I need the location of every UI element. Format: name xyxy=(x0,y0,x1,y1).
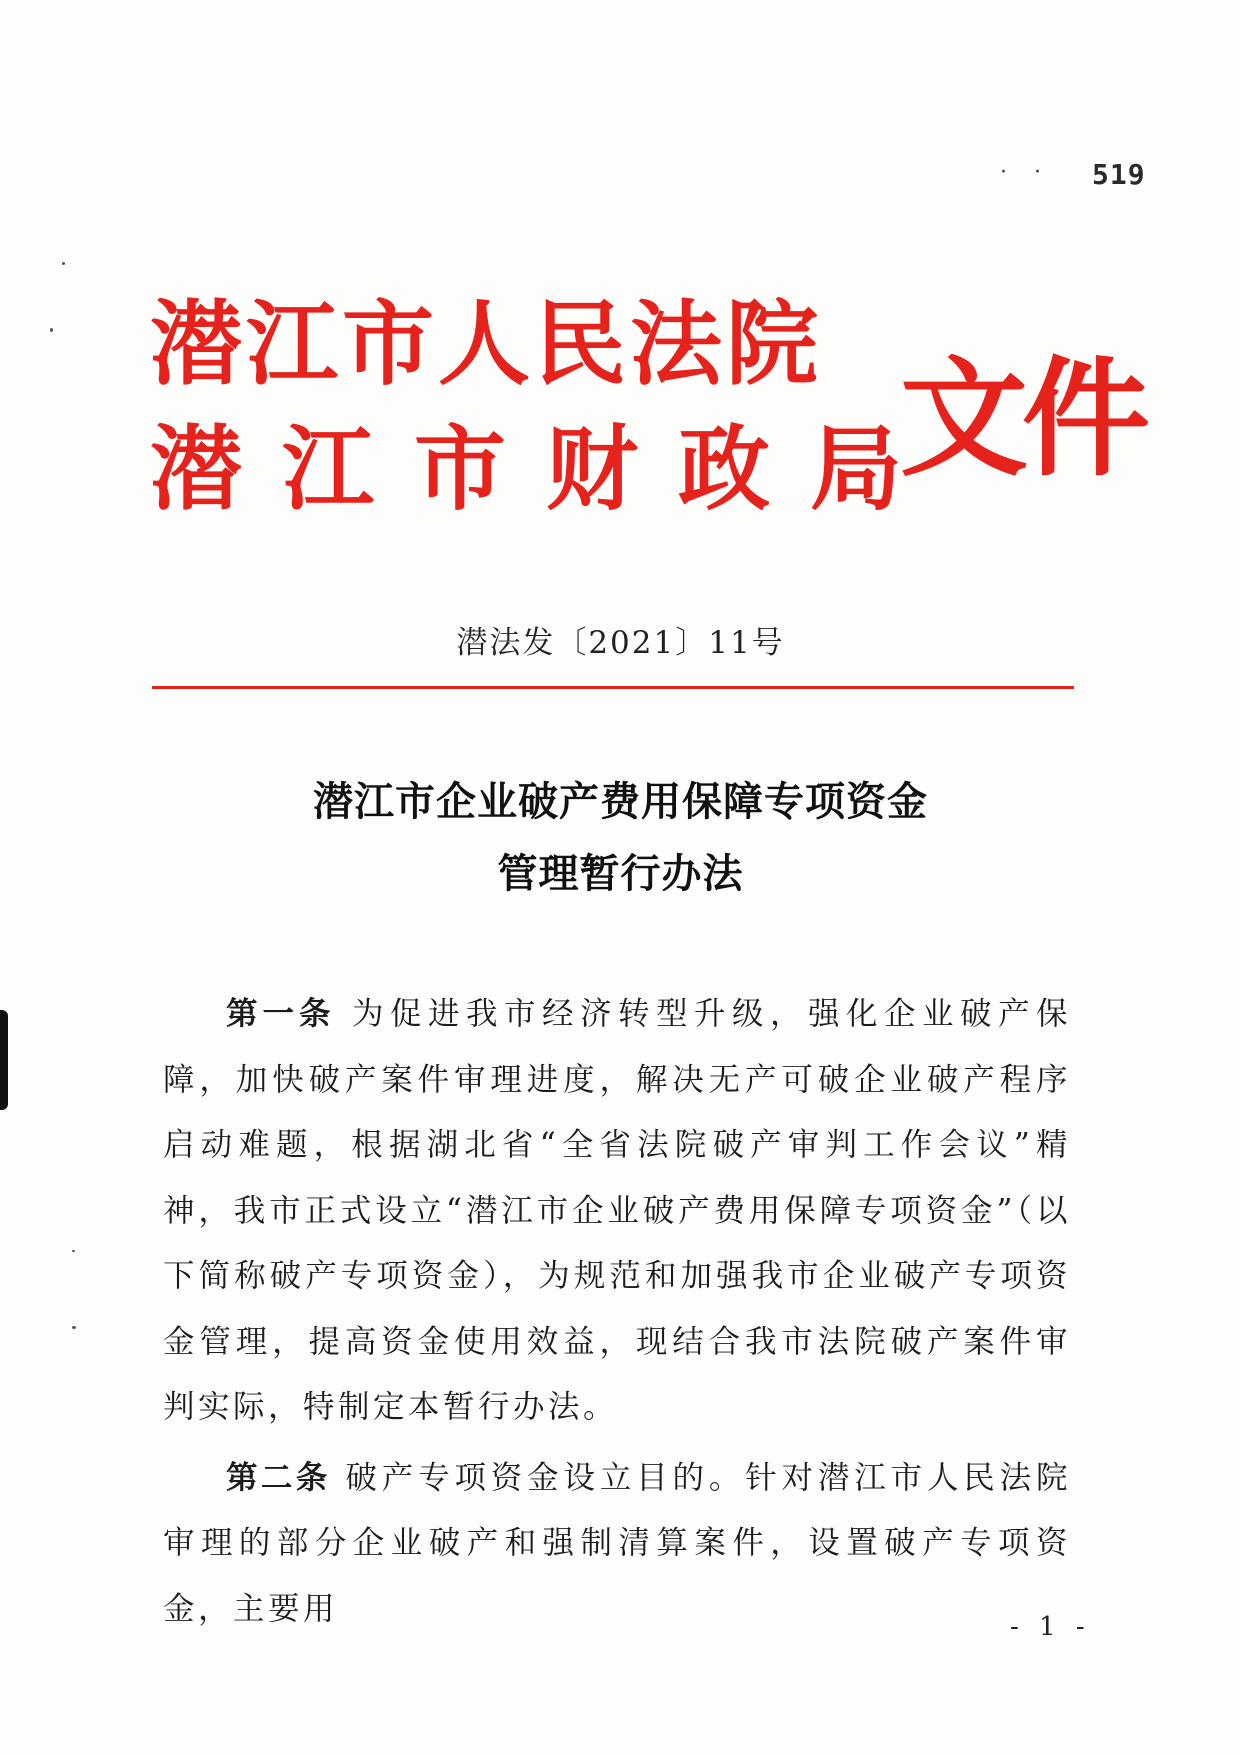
issuer-court: 潜江市人民法院 xyxy=(150,291,823,398)
article-1 xyxy=(163,982,1071,1441)
article-2-label: 第二条 xyxy=(226,1459,331,1496)
document-header xyxy=(150,290,1145,560)
binding-mark xyxy=(0,1010,8,1110)
page-number: - 1 - xyxy=(1010,1612,1091,1642)
document-body xyxy=(163,982,1071,1647)
article-1-label: 第一条 xyxy=(226,996,336,1032)
document-title-line-1: 潜江市企业破产费用保障专项资金 xyxy=(313,778,928,825)
scan-speck xyxy=(72,1326,76,1329)
header-separator xyxy=(152,686,1074,689)
article-2-text: 破产专项资金设立目的。针对潜江市人民法院审理的部分企业破产和强制清算案件，设置破产专项资金，主要用 xyxy=(163,1459,1071,1627)
scan-speck xyxy=(50,328,53,332)
archive-stamp-number: 519 xyxy=(1092,158,1146,191)
issuer-finance-bureau: 潜江市财政局 xyxy=(150,416,943,523)
archive-stamp-marks: · · xyxy=(1000,160,1051,185)
document-title-line-2: 管理暂行办法 xyxy=(497,850,744,897)
article-1-text: 为促进我市经济转型升级，强化企业破产保障，加快破产案件审理进度，解决无产可破企业破产程序启动难题，根据湖北省“全省法院破产审判工作会议”精神，我市正式设立“潜江市企业破产费用保障专项资金”（以下简称破产专项资金），为规范和加强我市企业破产专项资金管理，提高资金使用效益，现结合我市法院破产案件审判实际，特制定本暂行办法。 xyxy=(163,996,1071,1425)
scan-speck xyxy=(62,262,65,265)
article-2 xyxy=(163,1446,1071,1643)
document-number: 潜法发〔2021〕11号 xyxy=(456,625,785,661)
scan-speck xyxy=(72,1250,75,1252)
document-word: 文件 xyxy=(900,345,1145,494)
